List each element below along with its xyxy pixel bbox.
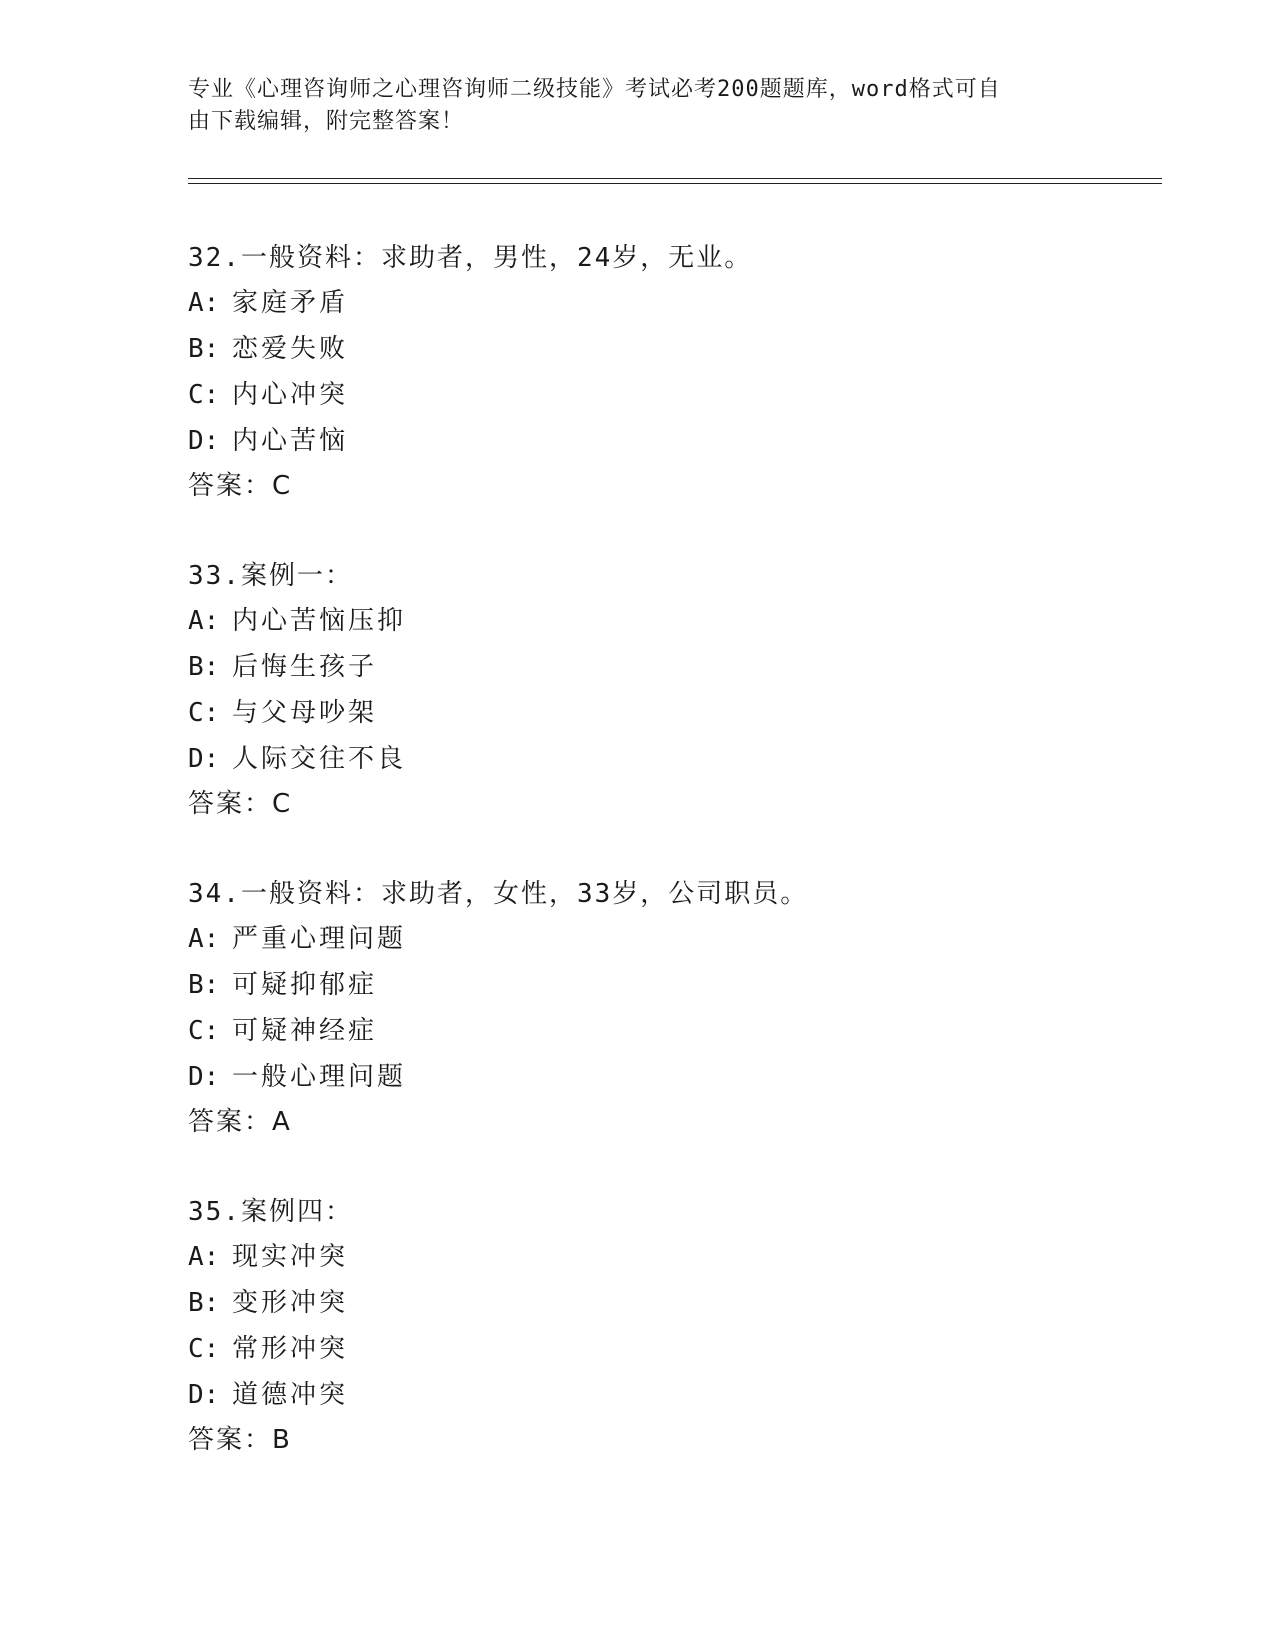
option-key: B: — [188, 1288, 220, 1318]
option-key: B: — [188, 970, 220, 1000]
option-key: A: — [188, 606, 220, 636]
question-34 — [188, 872, 1088, 1144]
option-text: 后悔生孩子 — [232, 652, 378, 682]
answer: 答案：C — [188, 789, 293, 819]
answer: 答案：C — [188, 471, 293, 501]
option-text: 可疑抑郁症 — [232, 970, 378, 1000]
option-c — [188, 1326, 1088, 1372]
answer: 答案：A — [188, 1107, 292, 1137]
option-a — [188, 916, 1088, 962]
option-d — [188, 418, 1088, 464]
option-a — [188, 280, 1088, 326]
option-text: 家庭矛盾 — [232, 288, 349, 318]
option-key: D: — [188, 1380, 220, 1410]
question-32 — [188, 236, 1088, 508]
option-a — [188, 1234, 1088, 1280]
option-key: C: — [188, 1016, 220, 1046]
option-d — [188, 736, 1088, 782]
question-stem: 34.一般资料：求助者，女性，33岁，公司职员。 — [188, 879, 809, 909]
question-33 — [188, 554, 1088, 826]
question-stem: 32.一般资料：求助者，男性，24岁，无业。 — [188, 243, 753, 273]
question-list — [188, 236, 1088, 1508]
option-text: 恋爱失败 — [232, 334, 349, 364]
option-text: 现实冲突 — [232, 1242, 349, 1272]
option-key: C: — [188, 380, 220, 410]
option-key: C: — [188, 1334, 220, 1364]
header-line-1: 专业《心理咨询师之心理咨询师二级技能》考试必考200题题库，word格式可自 — [188, 77, 1001, 102]
option-text: 常形冲突 — [232, 1334, 349, 1364]
document-header — [188, 74, 1068, 138]
answer: 答案：B — [188, 1425, 292, 1455]
option-key: B: — [188, 652, 220, 682]
option-key: D: — [188, 744, 220, 774]
option-text: 与父母吵架 — [232, 698, 378, 728]
option-b — [188, 644, 1088, 690]
option-key: D: — [188, 426, 220, 456]
option-key: A: — [188, 1242, 220, 1272]
option-c — [188, 690, 1088, 736]
option-b — [188, 1280, 1088, 1326]
header-divider-top — [188, 178, 1162, 179]
option-c — [188, 1008, 1088, 1054]
option-key: A: — [188, 924, 220, 954]
header-divider-bottom — [188, 183, 1162, 184]
option-text: 一般心理问题 — [232, 1062, 407, 1092]
question-35 — [188, 1190, 1088, 1462]
option-key: B: — [188, 334, 220, 364]
option-b — [188, 962, 1088, 1008]
question-stem: 33.案例一： — [188, 561, 353, 591]
option-text: 严重心理问题 — [232, 924, 407, 954]
option-text: 内心冲突 — [232, 380, 349, 410]
option-key: A: — [188, 288, 220, 318]
option-b — [188, 326, 1088, 372]
option-key: C: — [188, 698, 220, 728]
question-stem: 35.案例四： — [188, 1197, 353, 1227]
option-d — [188, 1054, 1088, 1100]
option-a — [188, 598, 1088, 644]
header-line-2: 由下载编辑，附完整答案！ — [188, 109, 465, 134]
option-text: 可疑神经症 — [232, 1016, 378, 1046]
option-text: 变形冲突 — [232, 1288, 349, 1318]
option-text: 内心苦恼 — [232, 426, 349, 456]
option-d — [188, 1372, 1088, 1418]
option-text: 道德冲突 — [232, 1380, 349, 1410]
option-text: 人际交往不良 — [232, 744, 407, 774]
option-text: 内心苦恼压抑 — [232, 606, 407, 636]
option-c — [188, 372, 1088, 418]
option-key: D: — [188, 1062, 220, 1092]
